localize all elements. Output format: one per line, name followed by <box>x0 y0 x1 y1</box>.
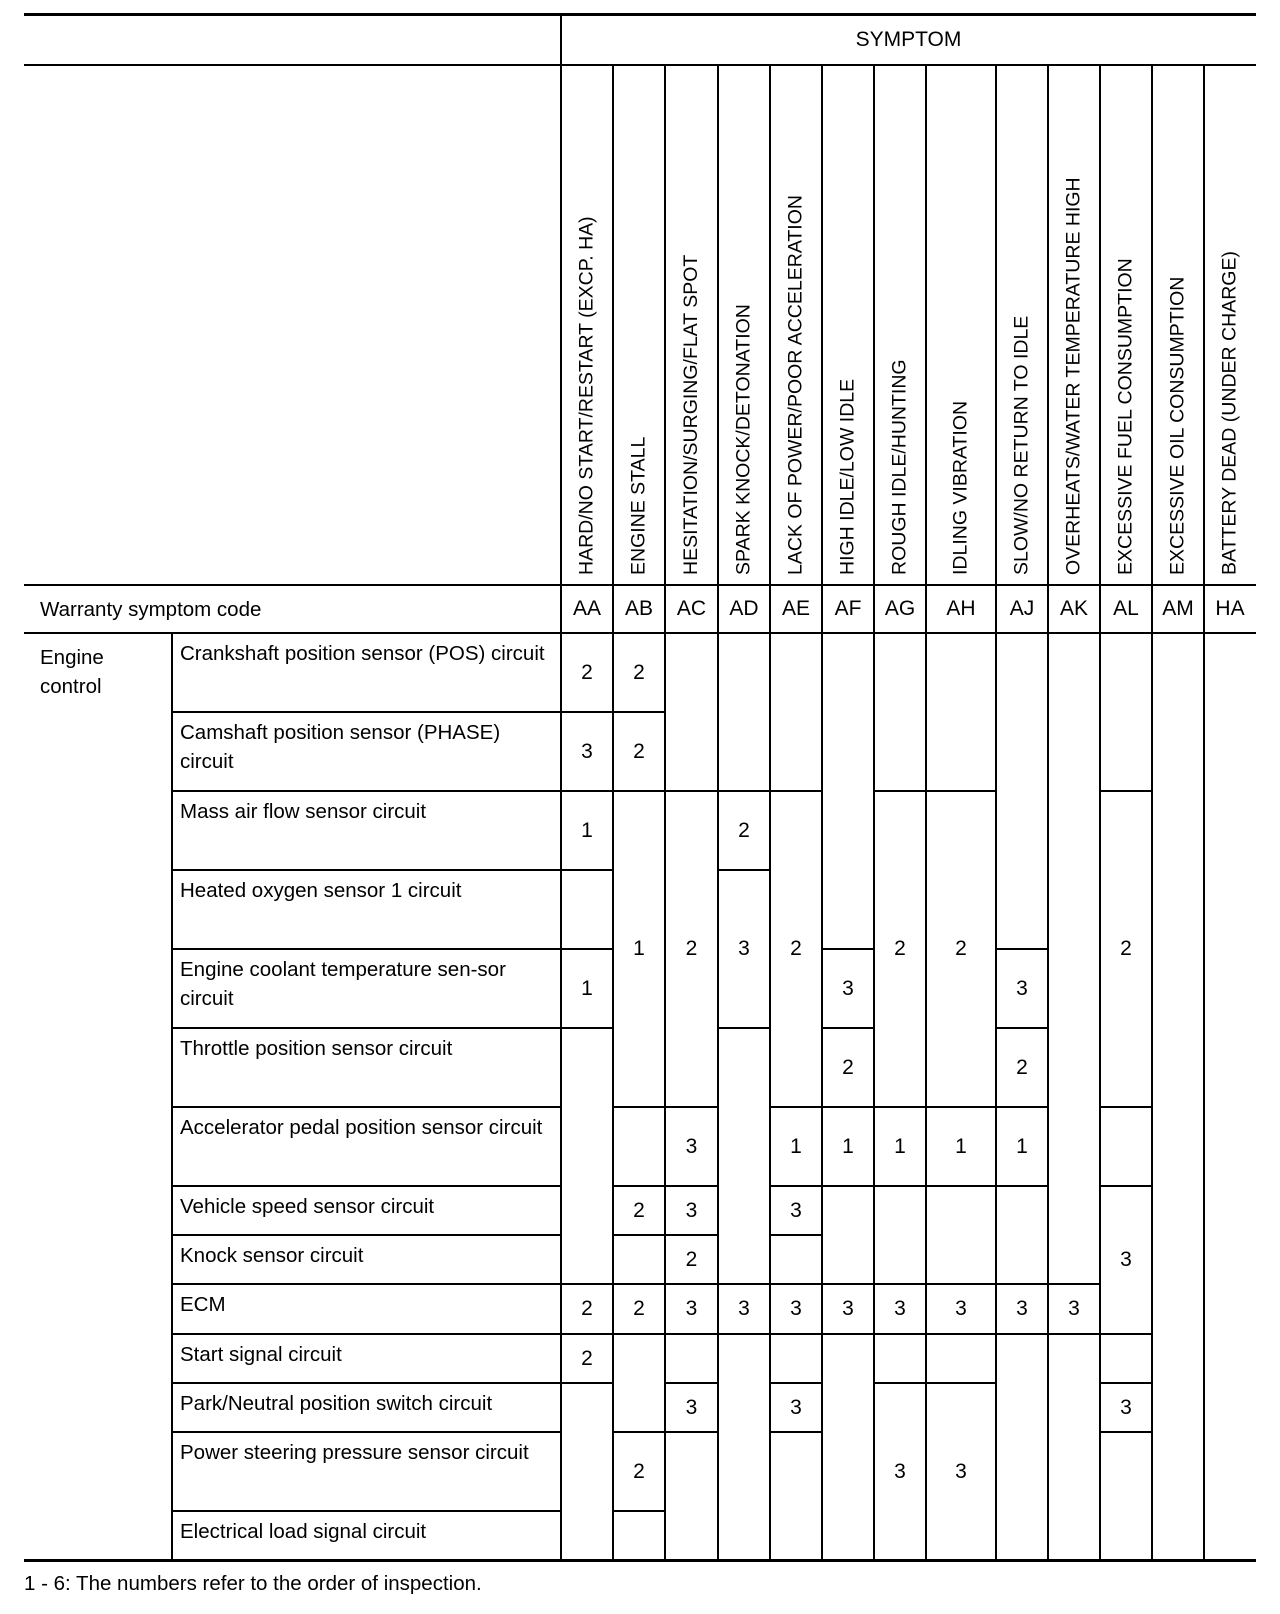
grid-line <box>821 1334 823 1560</box>
grid-line <box>873 1186 875 1284</box>
matrix-cell <box>1152 633 1204 1560</box>
grid-line <box>665 1185 718 1187</box>
grid-line <box>769 1107 771 1186</box>
row-label: Throttle position sensor circuit <box>180 1037 453 1060</box>
matrix-cell <box>822 1334 874 1560</box>
grid-line <box>1099 1107 1101 1186</box>
grid-line <box>612 1511 614 1560</box>
matrix-cell: 2 <box>633 739 645 763</box>
warranty-code: AG <box>884 597 916 620</box>
row-label: Mass air flow sensor circuit <box>180 800 427 823</box>
matrix-cell: 3 <box>1120 1248 1132 1271</box>
grid-line <box>995 633 997 949</box>
footnote: 1 - 6: The numbers refer to the order of inspection. <box>24 1572 482 1595</box>
grid-line <box>821 1028 823 1107</box>
matrix-cell: 1 <box>633 937 645 960</box>
warranty-code: AL <box>1113 597 1139 620</box>
grid-line <box>665 1382 718 1384</box>
matrix-cell: 3 <box>842 1297 854 1320</box>
grid-line <box>996 1106 1048 1108</box>
matrix-cell: 2 <box>894 937 906 960</box>
grid-line <box>1099 633 1101 791</box>
symptom-title: SYMPTOM <box>855 27 962 51</box>
matrix-cell <box>1048 633 1100 1284</box>
grid-line <box>1099 791 1101 1107</box>
grid-line <box>664 1383 666 1432</box>
grid-line <box>172 1510 561 1512</box>
warranty-code: AA <box>572 597 601 620</box>
symptom-column-header: EXCESSIVE OIL CONSUMPTION <box>1166 276 1189 575</box>
row-label: Camshaft position sensor (PHASE) circuit <box>180 721 501 773</box>
grid-line <box>613 1431 665 1433</box>
matrix-cell <box>770 633 822 791</box>
grid-line <box>665 790 718 792</box>
matrix-cell: 2 <box>581 1346 593 1370</box>
grid-line <box>925 65 927 633</box>
matrix-cell: 1 <box>955 1134 967 1158</box>
grid-line <box>873 633 875 791</box>
grid-line <box>612 1107 614 1186</box>
grid-line <box>995 949 997 1028</box>
grid-line <box>996 1283 1048 1285</box>
symptom-column-header: EXCESSIVE FUEL CONSUMPTION <box>1114 258 1137 575</box>
matrix-cell <box>718 1334 770 1560</box>
matrix-cell: 3 <box>685 1198 698 1222</box>
grid-line <box>995 1334 997 1560</box>
grid-line <box>665 1106 718 1108</box>
grid-line <box>769 791 771 1107</box>
matrix-cell: 2 <box>842 1055 854 1079</box>
grid-line <box>769 1284 771 1334</box>
grid-line <box>925 633 927 791</box>
matrix-cell: 2 <box>633 1198 645 1222</box>
matrix-cell: 3 <box>738 937 750 960</box>
grid-line <box>612 1334 614 1432</box>
grid-line <box>996 1027 1048 1029</box>
grid-line <box>874 790 926 792</box>
grid-line <box>664 1284 666 1334</box>
grid-line <box>718 869 770 871</box>
symptom-column-header: HARD/NO START/RESTART (EXCP. HA) <box>575 216 598 575</box>
grid-line <box>613 1283 665 1285</box>
matrix-cell: 1 <box>790 1134 802 1158</box>
grid-line <box>665 1333 718 1335</box>
grid-line <box>1100 1382 1152 1384</box>
matrix-cell <box>718 1028 770 1284</box>
grid-line <box>718 1027 770 1029</box>
grid-line <box>996 948 1048 950</box>
grid-line <box>770 1185 822 1187</box>
matrix-cell <box>561 1383 613 1560</box>
matrix-cell <box>561 1028 613 1284</box>
grid-line <box>1151 633 1153 1560</box>
matrix-cell <box>1100 1334 1152 1383</box>
grid-line <box>612 1235 614 1284</box>
grid-line <box>664 791 666 1107</box>
grid-line <box>821 633 823 949</box>
grid-line <box>717 870 719 1028</box>
grid-line <box>717 1028 719 1284</box>
grid-line <box>718 1283 770 1285</box>
grid-line <box>172 1234 561 1236</box>
symptom-column-header: BATTERY DEAD (UNDER CHARGE) <box>1218 251 1241 575</box>
grid-line <box>664 1107 666 1186</box>
grid-line <box>613 1185 665 1187</box>
row-label: Engine coolant temperature sen-sor circuit <box>180 958 506 1010</box>
matrix-cell: 3 <box>894 1459 906 1483</box>
grid-line <box>925 1107 927 1186</box>
warranty-code: HA <box>1215 597 1245 620</box>
grid-line <box>925 1284 927 1334</box>
grid-line <box>613 1333 665 1335</box>
row-label: Electrical load signal circuit <box>180 1520 427 1543</box>
grid-line <box>926 1185 996 1187</box>
grid-line <box>172 790 561 792</box>
warranty-code: AM <box>1162 597 1194 620</box>
grid-line <box>717 633 719 791</box>
symptom-column-header: OVERHEATS/WATER TEMPERATURE HIGH <box>1062 177 1085 575</box>
warranty-code: AB <box>624 597 653 620</box>
grid-line <box>1047 1334 1049 1560</box>
grid-line <box>172 869 561 871</box>
grid-line <box>612 791 614 1107</box>
grid-line <box>926 1106 996 1108</box>
grid-line <box>665 1283 718 1285</box>
matrix-cell: 1 <box>581 818 593 842</box>
matrix-cell: 2 <box>1016 1055 1028 1079</box>
matrix-cell: 3 <box>1120 1395 1132 1419</box>
grid-line <box>172 1431 561 1433</box>
warranty-code: AK <box>1059 597 1088 620</box>
matrix-cell <box>561 870 613 949</box>
grid-line <box>1047 65 1049 633</box>
grid-line <box>1203 633 1205 1560</box>
warranty-code: AD <box>729 597 759 620</box>
grid-line <box>822 1027 874 1029</box>
matrix-cell: 2 <box>955 937 967 960</box>
matrix-cell <box>665 1334 718 1383</box>
grid-line <box>1151 65 1153 633</box>
grid-line <box>821 1284 823 1334</box>
grid-line <box>874 1283 926 1285</box>
grid-line <box>665 1234 718 1236</box>
grid-line <box>1100 790 1152 792</box>
grid-line <box>1047 1284 1049 1334</box>
grid-line <box>874 1333 926 1335</box>
grid-line <box>1048 1333 1100 1335</box>
grid-line <box>612 1284 614 1334</box>
matrix-cell <box>770 1334 822 1383</box>
grid-line <box>769 633 771 791</box>
grid-line <box>1203 65 1205 633</box>
grid-line <box>821 65 823 633</box>
warranty-label: Warranty symptom code <box>40 598 262 621</box>
grid-line <box>925 1383 927 1560</box>
grid-line <box>561 869 613 871</box>
grid-line <box>613 1510 665 1512</box>
grid-line <box>1100 1185 1152 1187</box>
grid-line <box>612 633 614 712</box>
matrix-cell <box>665 1432 718 1560</box>
matrix-cell <box>770 1432 822 1560</box>
row-label: Crankshaft position sensor (POS) circuit <box>180 642 545 665</box>
grid-line <box>172 1185 561 1187</box>
grid-line <box>717 65 719 633</box>
grid-line <box>873 1107 875 1186</box>
grid-line <box>769 1235 771 1284</box>
grid-line <box>769 1334 771 1383</box>
grid-line <box>874 1106 926 1108</box>
grid-line <box>718 790 770 792</box>
grid-line <box>995 1028 997 1107</box>
warranty-code: AC <box>676 597 707 620</box>
grid-line <box>1099 1432 1101 1560</box>
matrix-cell <box>822 633 874 949</box>
symptom-column-header: HIGH IDLE/LOW IDLE <box>836 378 859 575</box>
grid-line <box>822 1283 874 1285</box>
matrix-cell: 2 <box>633 1459 645 1483</box>
grid-line <box>613 1106 665 1108</box>
grid-line <box>561 1027 613 1029</box>
warranty-code: AH <box>946 597 976 620</box>
symptom-column-header: SLOW/NO RETURN TO IDLE <box>1010 315 1033 575</box>
matrix-cell: 3 <box>894 1297 906 1320</box>
matrix-cell <box>770 1235 822 1284</box>
matrix-cell <box>996 633 1048 949</box>
matrix-cell <box>926 633 996 791</box>
symptom-column-header: IDLING VIBRATION <box>949 400 972 575</box>
grid-line <box>1099 1383 1101 1432</box>
grid-line <box>770 1234 822 1236</box>
matrix-cell <box>1204 633 1256 1560</box>
matrix-cell: 2 <box>633 1297 645 1320</box>
matrix-cell: 3 <box>685 1134 698 1158</box>
row-label: Heated oxygen sensor 1 circuit <box>180 879 462 902</box>
grid-line <box>664 1334 666 1383</box>
grid-line <box>770 1106 822 1108</box>
grid-line <box>926 790 996 792</box>
row-label: Knock sensor circuit <box>180 1244 364 1267</box>
group-label: Engine control <box>40 646 104 698</box>
matrix-cell: 3 <box>955 1297 967 1320</box>
grid-line <box>822 1333 874 1335</box>
matrix-cell: 1 <box>842 1134 854 1158</box>
matrix-cell: 1 <box>1016 1134 1028 1158</box>
grid-line <box>770 1382 822 1384</box>
grid-line <box>613 790 665 792</box>
matrix-cell: 1 <box>894 1134 906 1158</box>
grid-line <box>874 1382 926 1384</box>
warranty-code: AF <box>834 597 862 620</box>
matrix-cell: 1 <box>581 976 593 1000</box>
matrix-cell <box>926 1186 996 1284</box>
grid-line <box>172 948 561 950</box>
row-label: Start signal circuit <box>180 1343 342 1366</box>
grid-line <box>873 1383 875 1560</box>
grid-line <box>561 1382 613 1384</box>
grid-line <box>664 633 666 791</box>
matrix-cell: 2 <box>1120 937 1132 960</box>
grid-line <box>664 1186 666 1235</box>
grid-line <box>925 791 927 1107</box>
grid-line <box>770 1283 822 1285</box>
matrix-cell: 2 <box>581 660 593 684</box>
grid-line <box>769 65 771 633</box>
matrix-cell: 2 <box>790 937 802 960</box>
matrix-cell: 3 <box>685 1395 698 1419</box>
matrix-cell <box>996 1186 1048 1284</box>
matrix-cell: 2 <box>581 1297 593 1320</box>
grid-line <box>561 948 613 950</box>
grid-line <box>925 1186 927 1284</box>
matrix-cell <box>718 633 770 791</box>
matrix-cell: 2 <box>685 1247 698 1271</box>
grid-line <box>561 1333 613 1335</box>
grid-line <box>613 1234 665 1236</box>
grid-line <box>664 1235 666 1284</box>
grid-line <box>172 1106 561 1108</box>
matrix-cell: 2 <box>633 660 645 684</box>
matrix-cell <box>1048 1334 1100 1560</box>
grid-line <box>1100 1106 1152 1108</box>
grid-line <box>718 1333 770 1335</box>
matrix-cell <box>1100 633 1152 791</box>
matrix-cell <box>1100 1432 1152 1560</box>
grid-line <box>1048 1283 1100 1285</box>
symptom-column-header: SPARK KNOCK/DETONATION <box>732 304 755 575</box>
grid-line <box>665 1431 718 1433</box>
warranty-code: AJ <box>1009 597 1035 620</box>
grid-line <box>874 1185 926 1187</box>
symptom-column-header: ENGINE STALL <box>627 436 650 575</box>
grid-line <box>873 65 875 633</box>
grid-line <box>822 1106 874 1108</box>
grid-line <box>873 791 875 1107</box>
grid-line <box>172 1027 561 1029</box>
grid-line <box>770 1333 822 1335</box>
symptom-column-header: ROUGH IDLE/HUNTING <box>888 359 911 575</box>
matrix-cell <box>613 1511 665 1560</box>
grid-line <box>770 1431 822 1433</box>
grid-line <box>769 1432 771 1560</box>
grid-line <box>717 1284 719 1334</box>
grid-line <box>24 64 1256 66</box>
symptom-column-header: HESITATION/SURGING/FLAT SPOT <box>679 254 702 575</box>
row-label: Power steering pressure sensor circuit <box>180 1441 529 1464</box>
matrix-cell: 3 <box>1068 1297 1080 1320</box>
grid-line <box>821 1186 823 1284</box>
row-label: ECM <box>180 1293 226 1316</box>
grid-line <box>925 1334 927 1383</box>
matrix-cell <box>613 1107 665 1186</box>
grid-line <box>821 1107 823 1186</box>
matrix-cell <box>926 1334 996 1383</box>
matrix-cell <box>665 633 718 791</box>
grid-line <box>1099 1334 1101 1383</box>
matrix-cell <box>874 633 926 791</box>
grid-line <box>612 1432 614 1511</box>
grid-line <box>171 633 173 1560</box>
matrix-cell: 3 <box>738 1297 750 1320</box>
grid-line <box>995 1107 997 1186</box>
matrix-cell <box>874 1334 926 1383</box>
grid-line <box>873 1284 875 1334</box>
grid-line <box>822 1185 874 1187</box>
grid-line <box>1099 1186 1101 1334</box>
grid-line <box>995 65 997 633</box>
row-label: Vehicle speed sensor circuit <box>180 1195 435 1218</box>
grid-line <box>717 1334 719 1560</box>
matrix-cell <box>874 1186 926 1284</box>
grid-line <box>664 65 666 633</box>
grid-line <box>172 1382 561 1384</box>
matrix-cell: 3 <box>581 739 593 763</box>
matrix-cell: 3 <box>955 1459 967 1483</box>
matrix-cell <box>613 1334 665 1432</box>
grid-line <box>612 65 614 633</box>
symptom-column-header: LACK OF POWER/POOR ACCELERATION <box>784 195 807 575</box>
grid-line <box>926 1333 996 1335</box>
grid-line <box>873 1334 875 1383</box>
grid-line <box>822 948 874 950</box>
grid-line <box>996 1185 1048 1187</box>
matrix-cell: 3 <box>790 1198 802 1222</box>
grid-line <box>612 1186 614 1235</box>
matrix-cell: 3 <box>842 976 854 1000</box>
grid-line <box>996 1333 1048 1335</box>
grid-line <box>995 1284 997 1334</box>
grid-line <box>926 1283 996 1285</box>
grid-line <box>1100 1333 1152 1335</box>
grid-line <box>769 1186 771 1235</box>
matrix-cell: 2 <box>685 937 698 960</box>
grid-line <box>717 791 719 870</box>
grid-line <box>561 711 613 713</box>
grid-line <box>995 1186 997 1284</box>
matrix-cell: 3 <box>1016 1297 1028 1320</box>
matrix-cell <box>613 1235 665 1284</box>
grid-line <box>770 790 822 792</box>
grid-line <box>172 711 561 713</box>
grid-line <box>926 1382 996 1384</box>
matrix-cell: 3 <box>790 1297 802 1320</box>
matrix-cell <box>1100 1107 1152 1186</box>
grid-line <box>1100 1431 1152 1433</box>
grid-line <box>769 1383 771 1432</box>
row-label: Accelerator pedal position sensor circuit <box>180 1116 543 1139</box>
warranty-code: AE <box>781 597 810 620</box>
grid-line <box>821 949 823 1028</box>
grid-line <box>172 1283 561 1285</box>
matrix-cell: 2 <box>738 818 750 842</box>
grid-line <box>613 711 665 713</box>
grid-line <box>612 712 614 791</box>
grid-line <box>561 790 613 792</box>
grid-line <box>172 1333 561 1335</box>
matrix-cell: 3 <box>685 1297 698 1320</box>
grid-line <box>1047 633 1049 1284</box>
matrix-cell <box>996 1334 1048 1560</box>
row-label: Park/Neutral position switch circuit <box>180 1392 493 1415</box>
grid-line <box>1099 65 1101 633</box>
matrix-cell <box>822 1186 874 1284</box>
grid-line <box>664 1432 666 1560</box>
matrix-cell: 3 <box>790 1395 802 1419</box>
grid-line <box>561 1283 613 1285</box>
matrix-cell: 3 <box>1016 976 1028 1000</box>
